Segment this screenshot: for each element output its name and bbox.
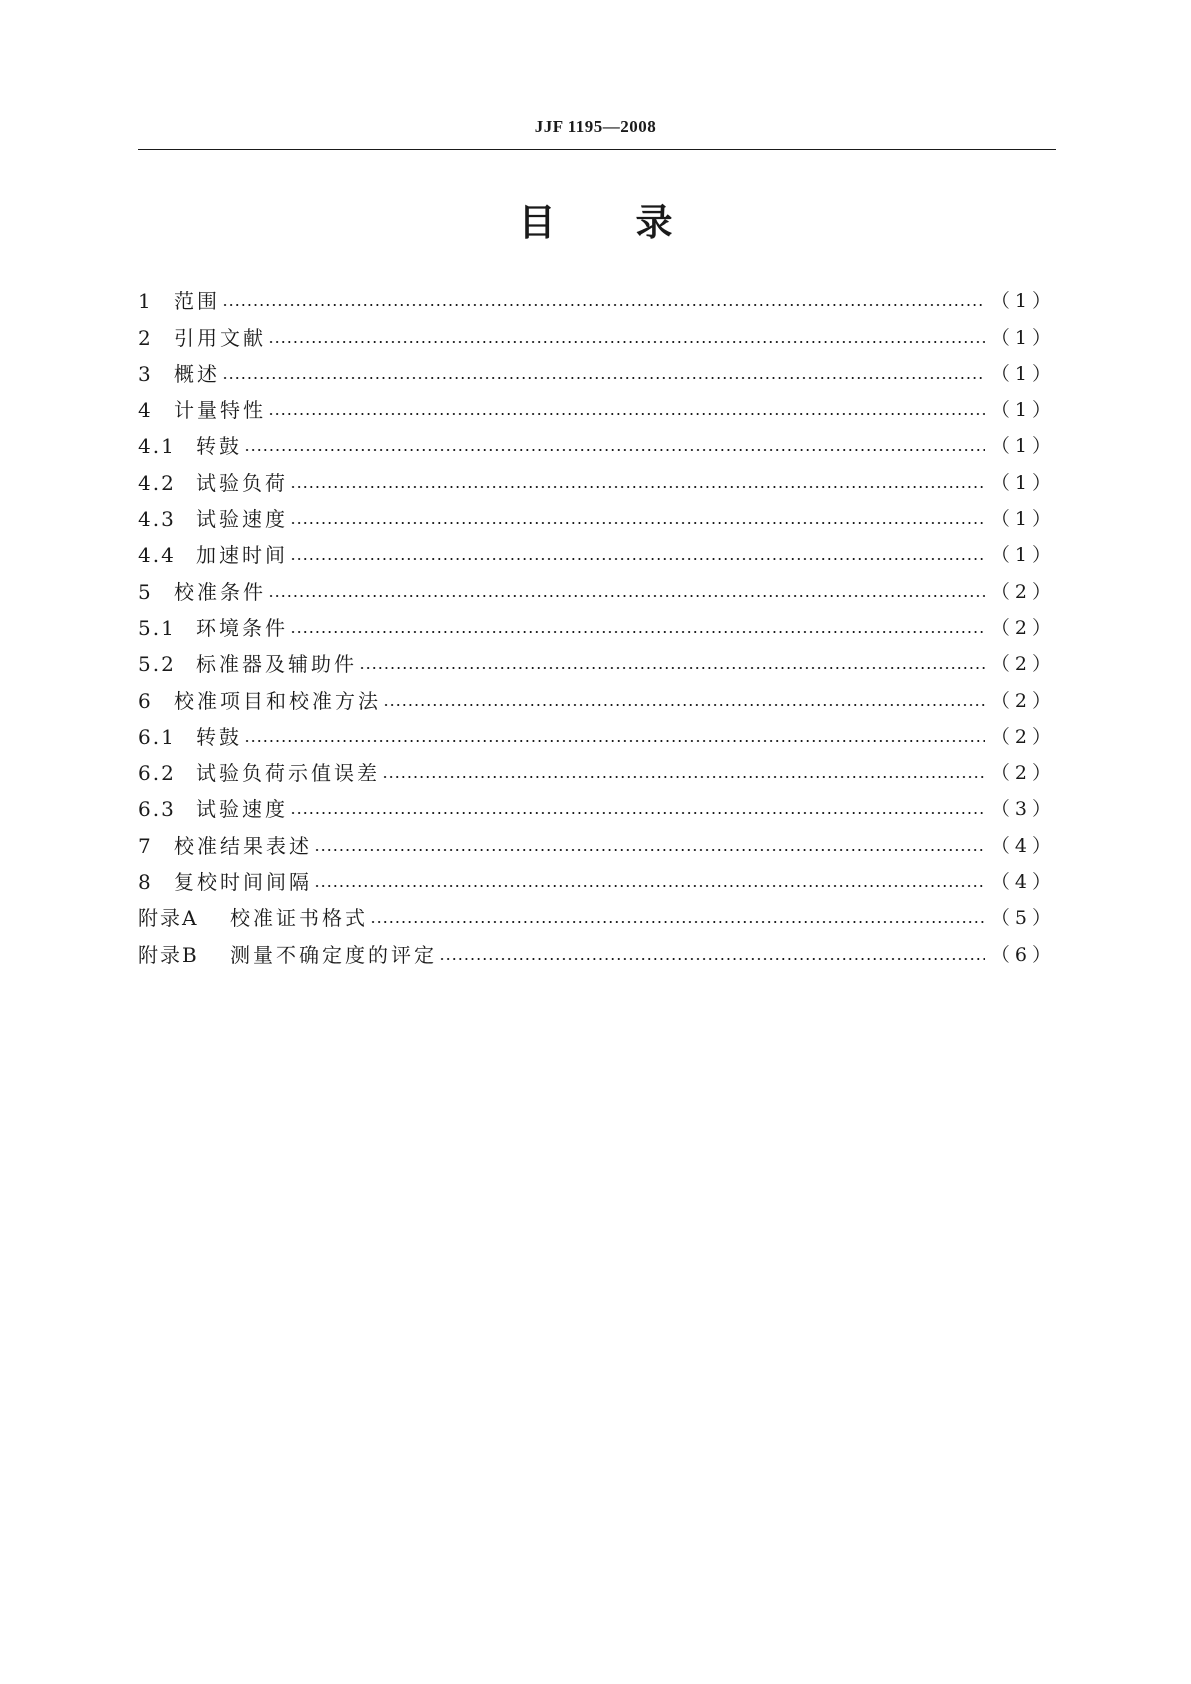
toc-entry-title: 概述 bbox=[174, 361, 220, 386]
toc-entry-number: 附录A bbox=[138, 906, 199, 931]
toc-entry[interactable] bbox=[138, 531, 1056, 567]
toc-entry-title: 试验速度 bbox=[196, 507, 288, 532]
toc-entry-number: 8 bbox=[138, 870, 153, 895]
toc-leader-dots bbox=[268, 580, 985, 604]
toc-entry[interactable] bbox=[138, 713, 1056, 749]
toc-entry[interactable] bbox=[138, 858, 1056, 894]
toc-entry-page: （1） bbox=[990, 435, 1056, 458]
toc-entry-number: 1 bbox=[138, 289, 153, 314]
toc-entry-number: 6.3 bbox=[138, 797, 176, 822]
toc-entry-number: 4.3 bbox=[138, 507, 176, 532]
toc-entry-page: （2） bbox=[990, 762, 1056, 785]
toc-entry-number: 4.4 bbox=[138, 543, 176, 568]
toc-entry-page: （1） bbox=[990, 471, 1056, 494]
toc-entry-title: 校准项目和校准方法 bbox=[174, 688, 381, 713]
toc-entry-number: 4.2 bbox=[138, 470, 176, 495]
toc-entry[interactable] bbox=[138, 422, 1056, 458]
toc-entry-title: 校准证书格式 bbox=[230, 906, 368, 931]
toc-leader-dots bbox=[290, 507, 985, 531]
toc-entry-number: 2 bbox=[138, 325, 153, 350]
toc-entry-title: 计量特性 bbox=[174, 398, 266, 423]
toc-list bbox=[138, 277, 1056, 967]
toc-entry-title: 加速时间 bbox=[196, 543, 288, 568]
toc-entry-number: 6.1 bbox=[138, 724, 176, 749]
toc-entry-number: 附录B bbox=[138, 942, 199, 967]
toc-entry-number: 5 bbox=[138, 579, 153, 604]
toc-entry[interactable] bbox=[138, 386, 1056, 422]
toc-entry-page: （1） bbox=[990, 508, 1056, 531]
toc-entry-page: （2） bbox=[990, 653, 1056, 676]
toc-entry[interactable] bbox=[138, 458, 1056, 494]
toc-entry-title: 校准结果表述 bbox=[174, 833, 312, 858]
toc-entry[interactable] bbox=[138, 604, 1056, 640]
toc-leader-dots bbox=[222, 362, 985, 386]
toc-entry[interactable] bbox=[138, 930, 1056, 966]
toc-entry-title: 环境条件 bbox=[196, 615, 288, 640]
toc-entry-title: 复校时间间隔 bbox=[174, 870, 312, 895]
toc-leader-dots bbox=[290, 471, 985, 495]
toc-leader-dots bbox=[370, 906, 985, 930]
toc-leader-dots bbox=[290, 543, 985, 567]
toc-leader-dots bbox=[359, 652, 985, 676]
toc-leader-dots bbox=[268, 326, 985, 350]
toc-entry-number: 4 bbox=[138, 398, 153, 423]
toc-entry-title: 测量不确定度的评定 bbox=[230, 942, 437, 967]
toc-entry-page: （5） bbox=[990, 907, 1056, 930]
toc-entry-title: 转鼓 bbox=[196, 724, 242, 749]
toc-entry[interactable] bbox=[138, 313, 1056, 349]
toc-entry-page: （1） bbox=[990, 290, 1056, 313]
toc-leader-dots bbox=[314, 870, 985, 894]
page-title: 目录 bbox=[518, 201, 753, 244]
toc-entry-page: （1） bbox=[990, 362, 1056, 385]
toc-entry-page: （2） bbox=[990, 580, 1056, 603]
toc-leader-dots bbox=[222, 289, 985, 313]
toc-entry[interactable] bbox=[138, 676, 1056, 712]
toc-entry-title: 标准器及辅助件 bbox=[196, 652, 357, 677]
toc-entry-title: 转鼓 bbox=[196, 434, 242, 459]
toc-entry-page: （2） bbox=[990, 689, 1056, 712]
toc-entry-page: （4） bbox=[990, 834, 1056, 857]
toc-leader-dots bbox=[268, 398, 985, 422]
toc-entry-title: 试验负荷 bbox=[196, 470, 288, 495]
toc-entry-page: （2） bbox=[990, 616, 1056, 639]
document-code: JJF 1195—2008 bbox=[534, 117, 657, 136]
toc-entry[interactable] bbox=[138, 567, 1056, 603]
toc-leader-dots bbox=[314, 834, 985, 858]
toc-leader-dots bbox=[290, 797, 985, 821]
header-divider bbox=[138, 149, 1056, 150]
toc-entry[interactable] bbox=[138, 350, 1056, 386]
toc-entry[interactable] bbox=[138, 277, 1056, 313]
toc-entry-title: 引用文献 bbox=[174, 325, 266, 350]
toc-entry-page: （1） bbox=[990, 326, 1056, 349]
toc-leader-dots bbox=[290, 616, 985, 640]
toc-entry[interactable] bbox=[138, 749, 1056, 785]
toc-leader-dots bbox=[382, 761, 985, 785]
toc-entry-title: 试验速度 bbox=[196, 797, 288, 822]
toc-leader-dots bbox=[383, 689, 985, 713]
toc-entry-page: （3） bbox=[990, 798, 1056, 821]
toc-entry[interactable] bbox=[138, 640, 1056, 676]
toc-entry[interactable] bbox=[138, 894, 1056, 930]
toc-leader-dots bbox=[439, 943, 985, 967]
toc-entry-page: （2） bbox=[990, 725, 1056, 748]
toc-entry-number: 4.1 bbox=[138, 434, 176, 459]
toc-entry-title: 校准条件 bbox=[174, 579, 266, 604]
toc-entry-page: （1） bbox=[990, 399, 1056, 422]
toc-entry[interactable] bbox=[138, 821, 1056, 857]
toc-leader-dots bbox=[244, 434, 985, 458]
toc-entry[interactable] bbox=[138, 495, 1056, 531]
toc-entry-number: 3 bbox=[138, 361, 153, 386]
toc-entry-number: 7 bbox=[138, 833, 153, 858]
toc-entry-number: 6 bbox=[138, 688, 153, 713]
toc-entry-page: （4） bbox=[990, 871, 1056, 894]
toc-entry-number: 5.1 bbox=[138, 615, 176, 640]
toc-entry-title: 试验负荷示值误差 bbox=[196, 761, 380, 786]
toc-entry-page: （1） bbox=[990, 544, 1056, 567]
toc-leader-dots bbox=[244, 725, 985, 749]
toc-entry[interactable] bbox=[138, 785, 1056, 821]
toc-entry-number: 6.2 bbox=[138, 761, 176, 786]
toc-entry-number: 5.2 bbox=[138, 652, 176, 677]
toc-entry-page: （6） bbox=[990, 943, 1056, 966]
toc-entry-title: 范围 bbox=[174, 289, 220, 314]
